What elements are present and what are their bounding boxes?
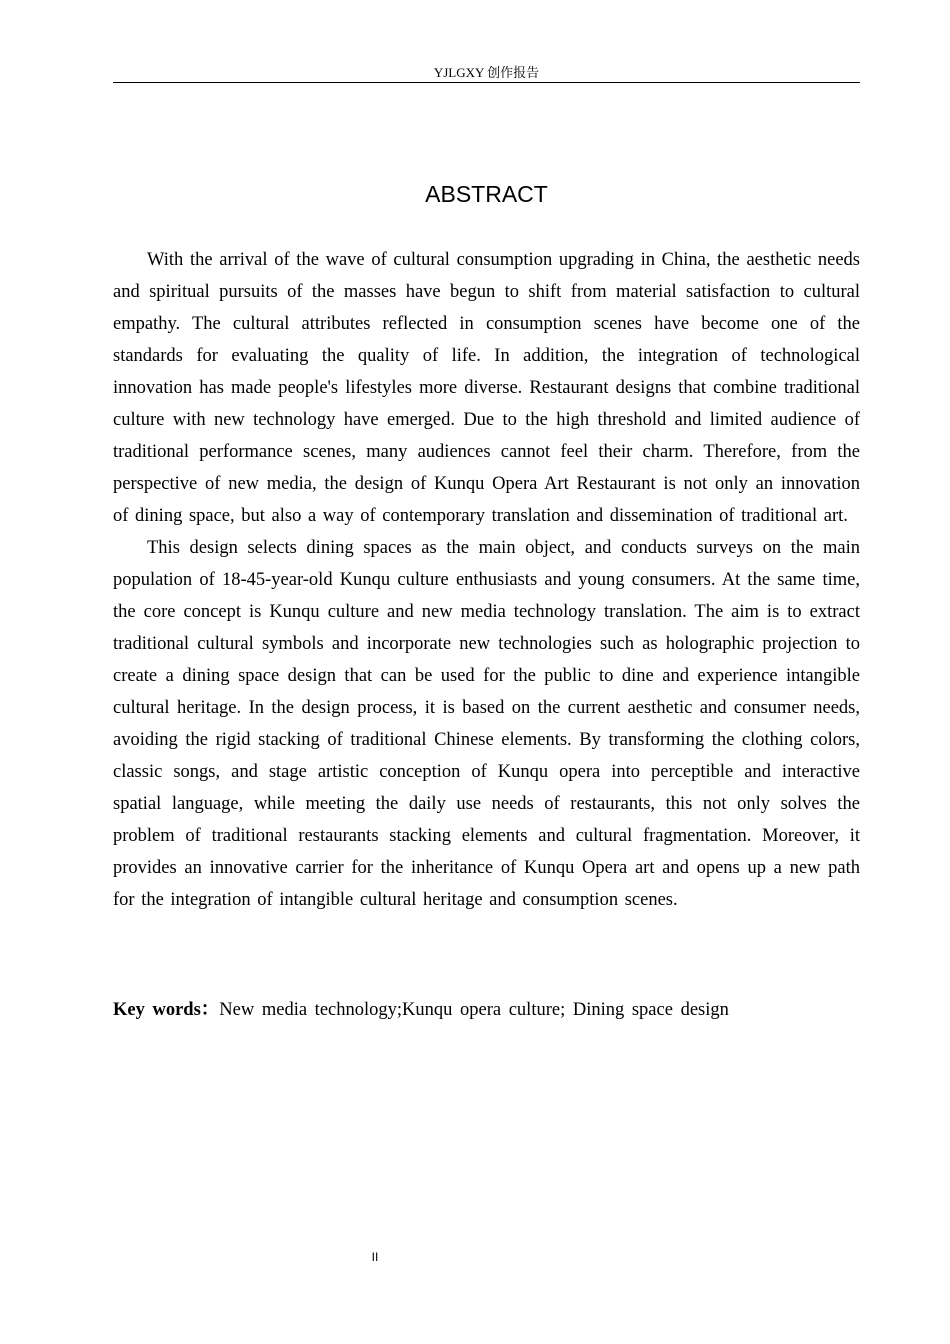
- keywords-label: Key words：: [113, 1000, 220, 1020]
- abstract-paragraph-1: With the arrival of the wave of cultural consumption upgrading in China, the aesthetic needs and spiritual pursuits of the masses have begun to shift from material satisfaction to cultural empathy. The cultural attributes reflected in consumption scenes have become one of the standards for evaluating the quality of life. In addition, the integration of technological innovation has made people's lifestyles more diverse. Restaurant designs that combine traditional culture with new technology have emerged. Due to the high threshold and limited audience of traditional performance scenes, many audiences cannot feel their charm. Therefore, from the perspective of new media, the design of Kunqu Opera Art Restaurant is not only an innovation of dining space, but also a way of contemporary translation and dissemination of traditional art.: [113, 250, 860, 526]
- abstract-paragraph-2: This design selects dining spaces as the main object, and conducts surveys on the main population of 18-45-year-old Kunqu culture enthusiasts and young consumers. At the same time, the core concept is Kunqu culture and new media technology translation. The aim is to extract traditional cultural symbols and incorporate new technologies such as holographic projection to create a dining space design that can be used for the public to dine and experience intangible cultural heritage. In the design process, it is based on the current aesthetic and consumer needs, avoiding the rigid stacking of traditional Chinese elements. By transforming the clothing colors, classic songs, and stage artistic conception of Kunqu opera into perceptible and interactive spatial language, while meeting the daily use needs of restaurants, this not only solves the problem of traditional restaurants stacking elements and cultural fragmentation. Moreover, it provides an innovative carrier for the inheritance of Kunqu Opera art and opens up a new path for the integration of intangible cultural heritage and consumption scenes.: [113, 538, 860, 910]
- keywords-line: [113, 994, 860, 1026]
- page-header: [113, 64, 860, 83]
- page-title: ABSTRACT: [425, 181, 548, 207]
- header-text: YJLGXY 创作报告: [433, 65, 540, 80]
- abstract-body: [113, 244, 860, 916]
- page-number: II: [371, 1250, 379, 1264]
- keywords-value: New media technology;Kunqu opera culture; Dining space design: [219, 1000, 729, 1020]
